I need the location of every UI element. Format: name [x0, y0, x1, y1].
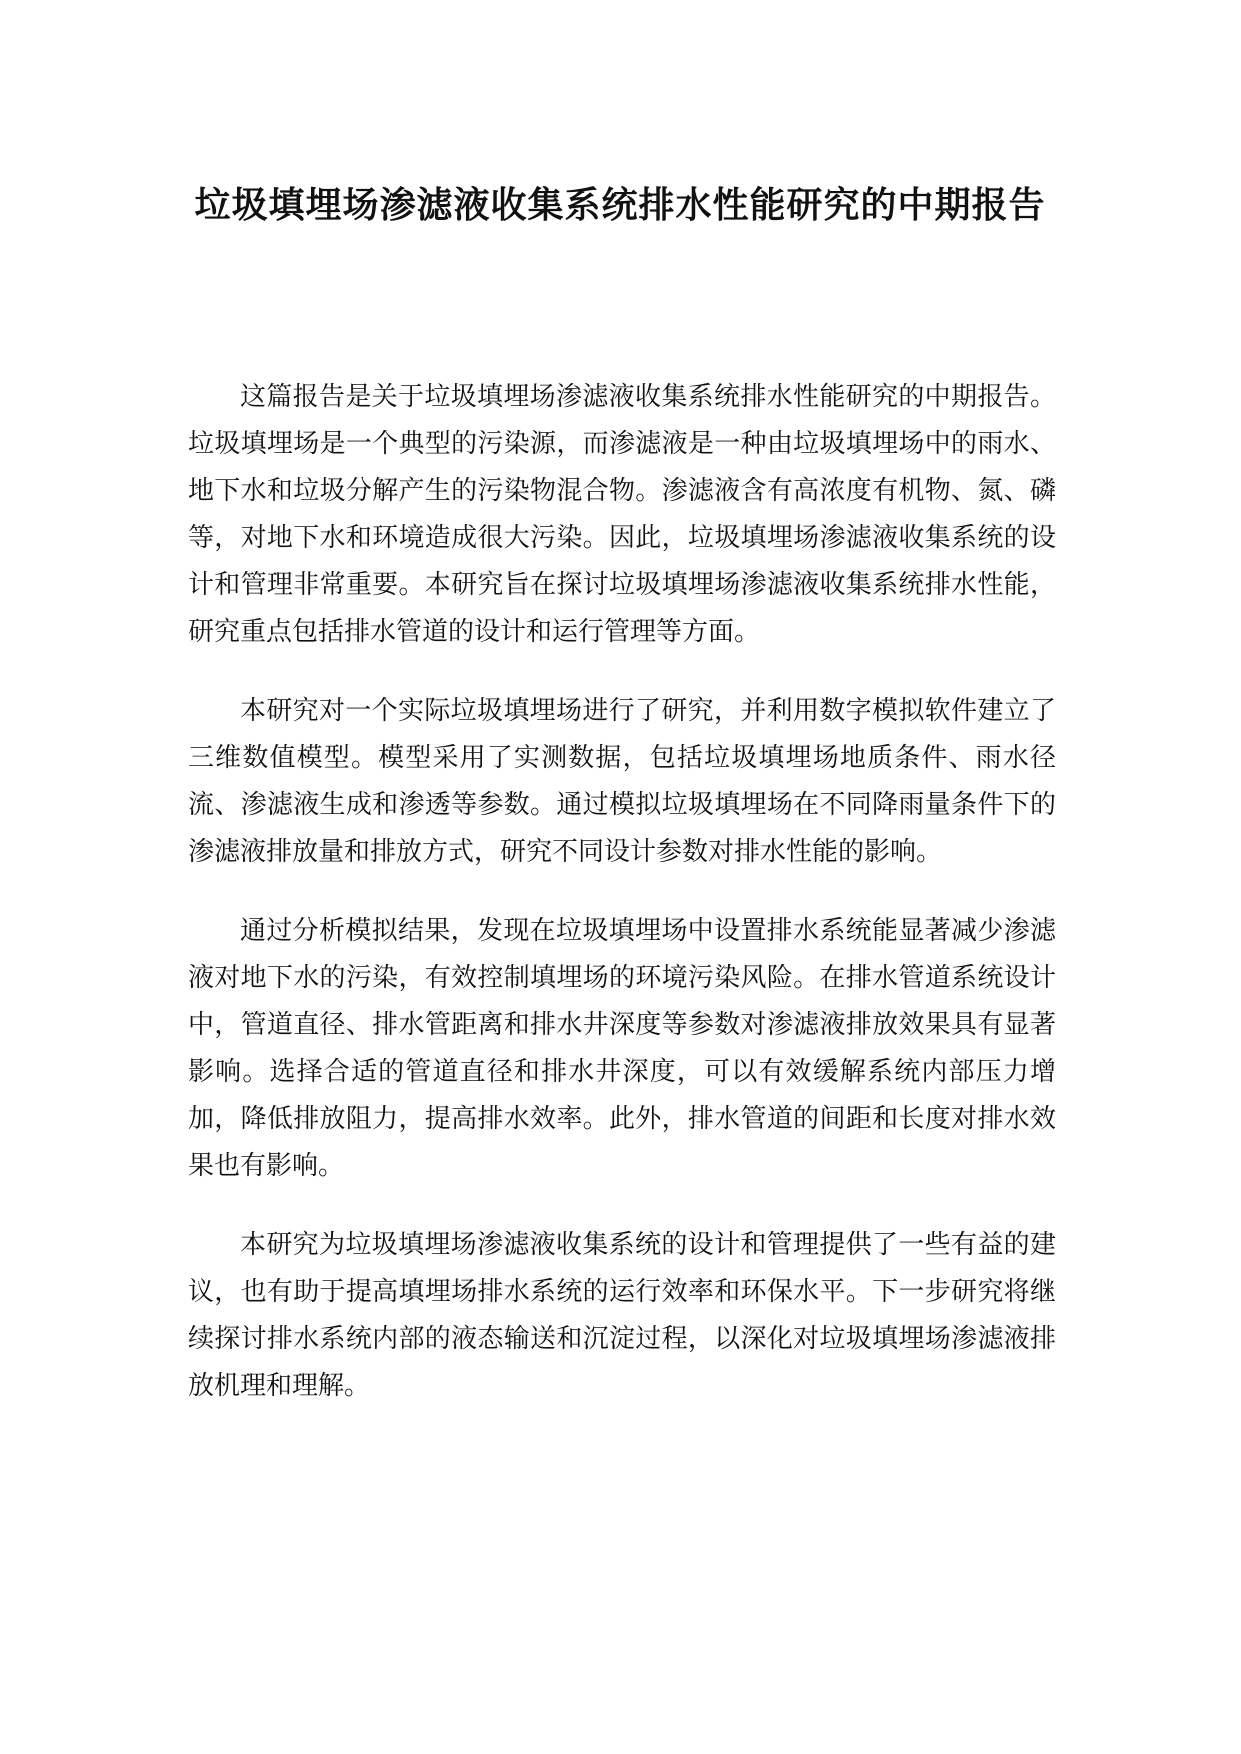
- paragraph-1: 这篇报告是关于垃圾填埋场渗滤液收集系统排水性能研究的中期报告。垃圾填埋场是一个典型的污染源，而渗滤液是一种由垃圾填埋场中的雨水、地下水和垃圾分解产生的污染物混合物。渗滤液含有高浓度有机物、氮、磷等，对地下水和环境造成很大污染。因此，垃圾填埋场渗滤液收集系统的设计和管理非常重要。本研究旨在探讨垃圾填埋场渗滤液收集系统排水性能，研究重点包括排水管道的设计和运行管理等方面。: [188, 382, 1056, 647]
- paragraph-4: 本研究为垃圾填埋场渗滤液收集系统的设计和管理提供了一些有益的建议，也有助于提高填埋场排水系统的运行效率和环保水平。下一步研究将继续探讨排水系统内部的液态输送和沉淀过程，以深化对垃圾填埋场渗滤液排放机理和理解。: [188, 1230, 1056, 1401]
- paragraph-3: 通过分析模拟结果，发现在垃圾填埋场中设置排水系统能显著减少渗滤液对地下水的污染，有效控制填埋场的环境污染风险。在排水管道系统设计中，管道直径、排水管距离和排水井深度等参数对渗滤液排放效果具有显著影响。选择合适的管道直径和排水井深度，可以有效缓解系统内部压力增加，降低排放阻力，提高排水效率。此外，排水管道的间距和长度对排水效果也有影响。: [188, 916, 1056, 1181]
- document-body: [188, 374, 1056, 1442]
- paragraph-2: 本研究对一个实际垃圾填埋场进行了研究，并利用数字模拟软件建立了三维数值模型。模型采用了实测数据，包括垃圾填埋场地质条件、雨水径流、渗滤液生成和渗透等参数。通过模拟垃圾填埋场在不同降雨量条件下的渗滤液排放量和排放方式，研究不同设计参数对排水性能的影响。: [188, 696, 1056, 867]
- document-title: 垃圾填埋场渗滤液收集系统排水性能研究的中期报告: [194, 185, 1046, 226]
